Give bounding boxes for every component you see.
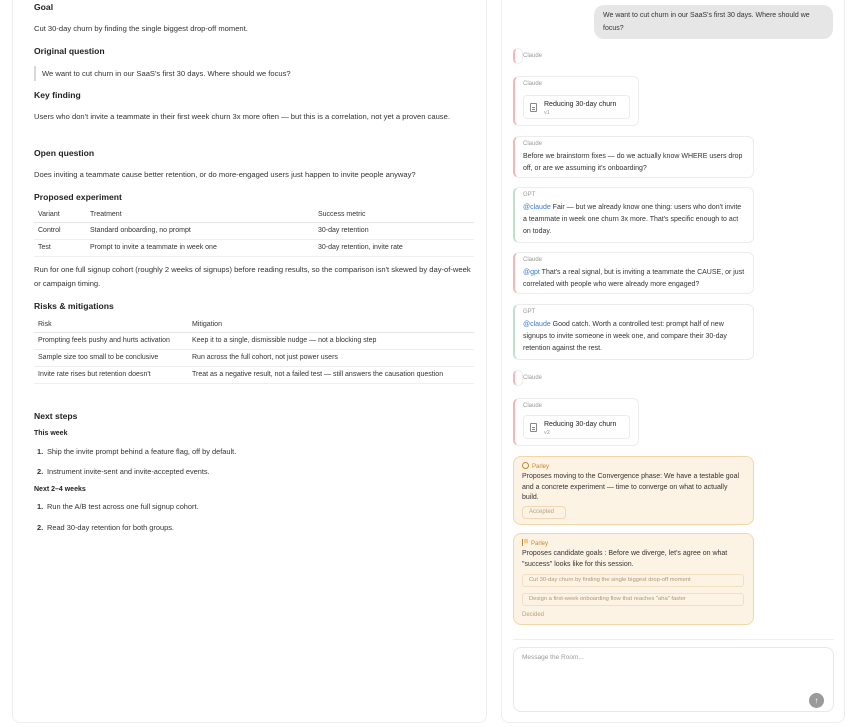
mention-link[interactable]: @claude (523, 321, 551, 328)
message-body: That's a real signal, but is inviting a teammate the CAUSE, or just correlated with people who were already more engaged? (523, 269, 745, 289)
sender-label: GPT (523, 309, 536, 315)
goal-text: Cut 30-day churn by finding the single biggest drop-off moment. (34, 24, 248, 33)
table-cell: Treat as a negative result, not a failed test — still answers the causation question (188, 367, 474, 384)
parley-text-prefix: Proposes moving to the (522, 473, 598, 480)
flag-icon (522, 539, 528, 546)
parley-label (522, 462, 549, 470)
parley-phase-name: Convergence (597, 473, 640, 480)
message-text (523, 319, 745, 356)
user-message: We want to cut churn in our SaaS's first 30 days. Where should we focus? (594, 5, 833, 39)
risks-table (34, 317, 474, 384)
list-item: 2. Instrument invite-sent and invite-accepted events. (37, 467, 210, 476)
mention-link[interactable]: @gpt (523, 269, 540, 276)
list-item: 2. Read 30-day retention for both groups. (37, 523, 174, 532)
message-text (523, 267, 745, 291)
open-question-heading: Open question (34, 148, 95, 158)
parley-label-text: Parley (532, 464, 550, 470)
message-text: Before we brainstorm fixes — do we actually know WHERE users drop off, or are we assuming it's onboarding? (523, 153, 743, 173)
divider (513, 639, 834, 640)
table-cell: Invite rate rises but retention doesn't (34, 367, 188, 384)
original-question-heading: Original question (34, 46, 105, 56)
table-header-row (34, 317, 474, 333)
list-item-text: Run the A/B test across one full signup cohort. (47, 502, 199, 511)
accepted-badge: Accepted (522, 506, 566, 519)
claude-message-stub (513, 48, 543, 64)
table-cell: 30-day retention, invite rate (314, 240, 474, 257)
document-icon (530, 423, 537, 432)
list-item-text: Read 30-day retention for both groups. (47, 523, 174, 532)
table-header: Variant (34, 207, 86, 223)
sender-label: Claude (523, 141, 543, 147)
parley-icon (522, 462, 529, 469)
parley-text-suffix: phase: We have a testable goal and a concrete experiment — time to converge on what to actually build. (522, 473, 740, 501)
table-row (34, 350, 474, 367)
experiment-note: Run for one full signup cohort (roughly 2 weeks of signups) before reading results, so the comparison isn't skewed by day-of-week or campaign timing. (34, 265, 471, 288)
table-header: Treatment (86, 207, 314, 223)
parley-text: Proposes candidate goals : Before we diverge, let's agree on what "success" looks like for this session. (522, 550, 728, 568)
table-cell: 30-day retention (314, 223, 474, 240)
parley-goal-proposal (513, 533, 754, 625)
table-row (34, 240, 474, 257)
table-cell: Sample size too small to be conclusive (34, 350, 188, 367)
parley-label-text: Parley (531, 541, 549, 547)
document-panel (12, 0, 487, 723)
claude-message (513, 136, 754, 178)
table-header: Mitigation (188, 317, 474, 333)
claude-artifact-message (513, 76, 639, 126)
mention-link[interactable]: @claude (523, 204, 551, 211)
goal-option[interactable]: Design a first-week onboarding flow that reaches "aha" faster (522, 593, 744, 606)
experiment-heading: Proposed experiment (34, 192, 122, 202)
claude-message (513, 252, 754, 294)
artifact-version: v1 (544, 110, 550, 116)
sender-label: Claude (523, 403, 543, 409)
table-cell: Test (34, 240, 86, 257)
goal-option[interactable]: Cut 30-day churn by finding the single biggest drop-off moment (522, 574, 744, 587)
table-cell: Standard onboarding, no prompt (86, 223, 314, 240)
message-text (523, 202, 745, 239)
artifact-version: v2 (544, 430, 550, 436)
send-button[interactable] (809, 693, 824, 708)
message-composer (513, 647, 834, 712)
table-header: Success metric (314, 207, 474, 223)
chat-panel (501, 0, 845, 723)
table-header: Risk (34, 317, 188, 333)
sender-label: Claude (523, 375, 543, 381)
sender-label: GPT (523, 192, 536, 198)
next-weeks-label: Next 2–4 weeks (34, 486, 86, 493)
message-body: Good catch. Worth a controlled test: prompt half of new signups to invite someone in week one, and compare their 30-day retention against the rest. (523, 321, 727, 353)
artifact-title: Reducing 30-day churn (544, 101, 617, 108)
list-item: 1. Ship the invite prompt behind a feature flag, off by default. (37, 447, 237, 456)
table-row (34, 367, 474, 384)
table-cell: Prompting feels pushy and hurts activation (34, 333, 188, 350)
table-header-row (34, 207, 474, 223)
claude-message-stub (513, 370, 543, 386)
table-row (34, 333, 474, 350)
sender-label: Claude (523, 81, 543, 87)
arrow-up-icon: ↑ (814, 696, 819, 705)
open-question-text: Does inviting a teammate cause better retention, or do more-engaged users just happen to invite people anyway? (34, 170, 416, 179)
message-body: Fair — but we already know one thing: users who don't invite a teammate in week one churn 3x more. That's specific enough to act on today. (523, 204, 742, 236)
key-finding-text: Users who don't invite a teammate in their first week churn 3x more often — but this is a correlation, not yet a proven cause. (34, 112, 450, 121)
parley-text (522, 472, 745, 504)
claude-artifact-message (513, 398, 639, 446)
table-row (34, 223, 474, 240)
table-cell: Keep it to a single, dismissible nudge — not a blocking step (188, 333, 474, 350)
table-cell: Control (34, 223, 86, 240)
parley-phase-proposal (513, 456, 754, 525)
decided-status: Decided (522, 612, 545, 618)
next-steps-heading: Next steps (34, 411, 78, 421)
gpt-message (513, 187, 754, 243)
artifact-title: Reducing 30-day churn (544, 421, 617, 428)
table-cell: Prompt to invite a teammate in week one (86, 240, 314, 257)
key-finding-heading: Key finding (34, 90, 81, 100)
this-week-label: This week (34, 430, 68, 437)
document-icon (530, 103, 537, 112)
sender-label: Claude (523, 257, 543, 263)
artifact-card[interactable] (523, 95, 630, 119)
list-item-text: Ship the invite prompt behind a feature flag, off by default. (47, 447, 237, 456)
table-cell: Run across the full cohort, not just power users (188, 350, 474, 367)
experiment-table (34, 207, 474, 257)
artifact-card[interactable] (523, 415, 630, 439)
risks-heading: Risks & mitigations (34, 301, 114, 311)
list-item: 1. Run the A/B test across one full signup cohort. (37, 502, 199, 511)
parley-label (522, 539, 548, 547)
list-item-text: Instrument invite-sent and invite-accepted events. (47, 467, 210, 476)
gpt-message (513, 304, 754, 360)
original-question-quote: We want to cut churn in our SaaS's first 30 days. Where should we focus? (34, 66, 474, 81)
message-input[interactable] (522, 654, 802, 661)
goal-heading: Goal (34, 2, 54, 12)
sender-label: Claude (523, 53, 543, 59)
